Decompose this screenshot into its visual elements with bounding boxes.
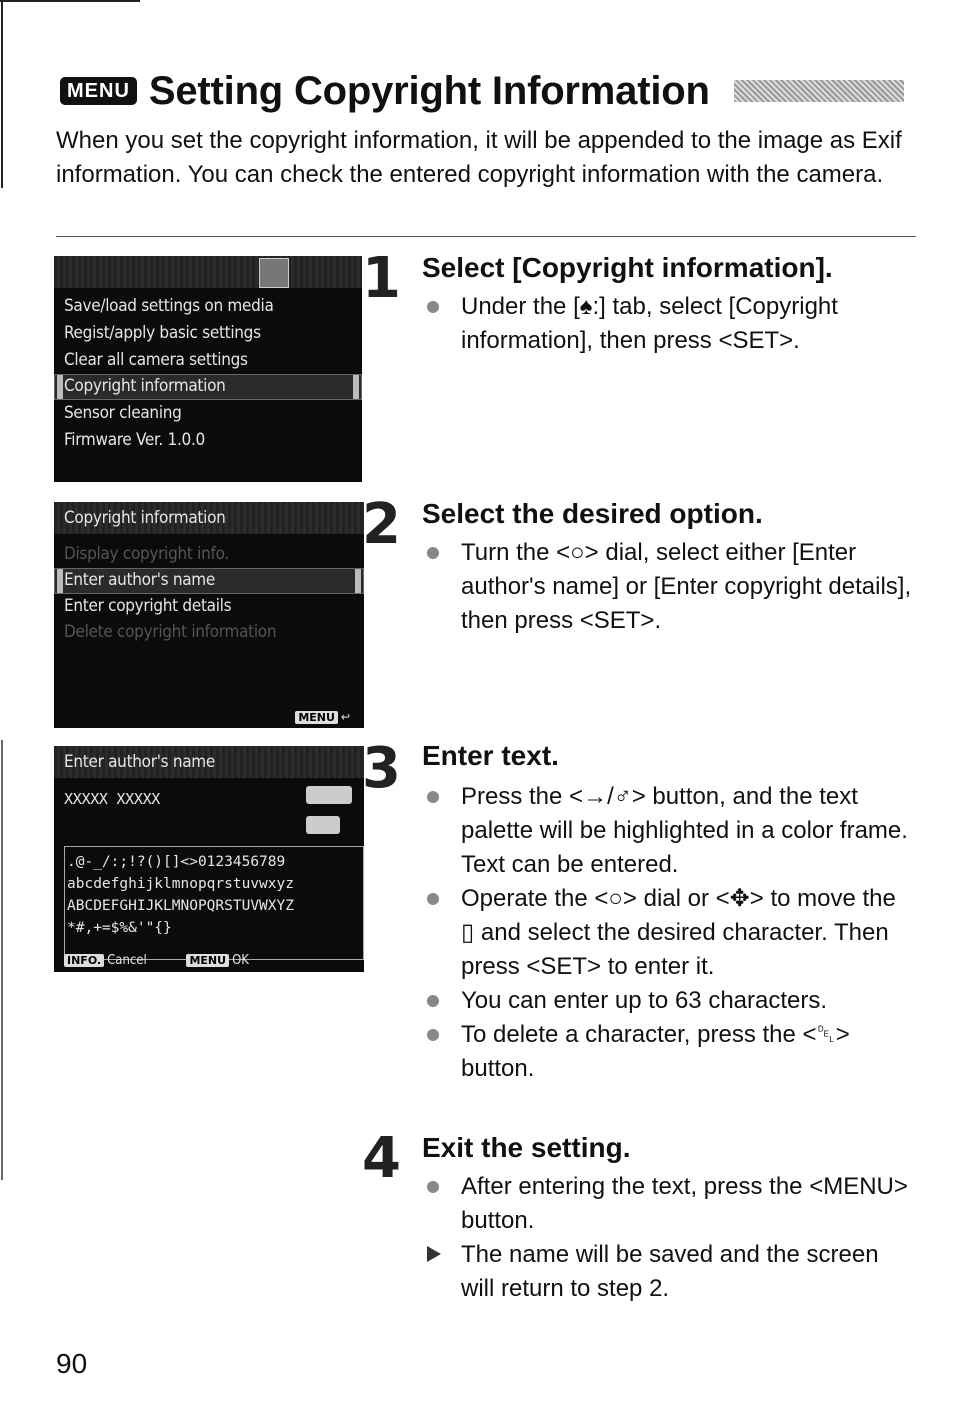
bullet-icon (427, 1029, 439, 1041)
step-body (425, 536, 915, 638)
step-number: 2 (362, 492, 401, 557)
left-margin-rule-lower (1, 740, 3, 1180)
step-title: Select the desired option. (422, 498, 763, 529)
bullet-item (425, 1170, 915, 1238)
menu-item-disabled: Display copyright info. (64, 544, 229, 564)
menu-item: Clear all camera settings (64, 350, 248, 370)
return-icon: ↩ (340, 710, 350, 724)
bullet-text: Press the <→/♂> button, and the text palette will be highlighted in a color frame. Text can be entered. (461, 783, 908, 878)
page-title: Setting Copyright Information (148, 68, 710, 113)
palette-row: .@-_/:;!?()[]<>0123456789 (67, 854, 286, 870)
screen-title: Enter author's name (64, 752, 216, 772)
intro-paragraph: When you set the copyright information, it will be appended to the image as Exif information. You can check the entered copyright information with the camera. (56, 127, 902, 188)
ok-label: OK (232, 953, 249, 968)
step-body (425, 1170, 915, 1306)
menu-button-icon: MENU (186, 954, 229, 967)
bullet-icon (427, 301, 439, 313)
bullet-item (425, 1018, 915, 1086)
result-arrow-icon (427, 1246, 441, 1262)
result-text: The name will be saved and the screen will return to step 2. (461, 1241, 879, 1302)
camera-screen-text-entry (54, 746, 364, 972)
bullet-text: Under the [♠:] tab, select [Copyright information], then press <SET>. (461, 293, 838, 354)
menu-item: Save/load settings on media (64, 296, 274, 316)
bullet-text: Turn the <○> dial, select either [Enter author's name] or [Enter copyright details], then press <SET>. (461, 539, 912, 634)
step-number: 1 (362, 246, 401, 311)
step-title: Enter text. (422, 740, 559, 771)
text-palette (64, 846, 364, 960)
section-header (60, 66, 920, 116)
menu-item-selected: Copyright information (64, 376, 226, 396)
left-margin-rule (1, 0, 3, 188)
screen-footer (295, 710, 350, 724)
trash-button-icon (306, 816, 340, 834)
bullet-item (425, 882, 915, 984)
bullet-text: You can enter up to 63 characters. (461, 987, 828, 1014)
palette-row: abcdefghijklmnopqrstuvwxyz (67, 876, 294, 892)
step-title: Select [Copyright information]. (422, 252, 833, 283)
bullet-item (425, 780, 915, 882)
bullet-text: Operate the <○> dial or <✥> to move the ▯ and select the desired character. Then press <SET> to enter it. (461, 885, 896, 980)
step-body (425, 780, 915, 1086)
bullet-icon (427, 893, 439, 905)
step-title: Exit the setting. (422, 1132, 631, 1163)
palette-row: ABCDEFGHIJKLMNOPQRSTUVWXYZ (67, 898, 294, 914)
setup-tab-icon (259, 258, 289, 288)
bullet-text: To delete a character, press the <␡> button. (461, 1021, 850, 1082)
divider (56, 236, 916, 237)
bullet-icon (427, 791, 439, 803)
bullet-icon (427, 547, 439, 559)
text-entry-field: XXXXX XXXXX (64, 790, 161, 808)
menu-button-icon: MENU (295, 711, 338, 724)
bullet-item (425, 984, 915, 1018)
menu-badge-icon: MENU (60, 77, 137, 105)
screen-tab-bar (54, 256, 362, 288)
info-button-icon: INFO. (64, 954, 104, 967)
menu-item-disabled: Delete copyright information (64, 622, 277, 642)
step-number: 3 (362, 736, 401, 801)
palette-row: *#,+=$%&'"{} (67, 920, 172, 936)
menu-item: Regist/apply basic settings (64, 323, 261, 343)
bullet-text: After entering the text, press the <MENU> button. (461, 1173, 908, 1234)
protect-button-icon (306, 786, 352, 804)
bullet-icon (427, 1181, 439, 1193)
menu-item: Enter copyright details (64, 596, 232, 616)
top-rule (0, 0, 140, 2)
result-item (425, 1238, 915, 1306)
screen-footer (64, 953, 249, 968)
camera-screen-copyright (54, 502, 364, 728)
step-number: 4 (362, 1126, 401, 1191)
camera-screen-menu (54, 256, 362, 482)
menu-item: Firmware Ver. 1.0.0 (64, 430, 205, 450)
menu-item-selected: Enter author's name (64, 570, 216, 590)
page-number: 90 (56, 1348, 88, 1379)
bullet-item (425, 536, 915, 638)
bullet-icon (427, 995, 439, 1007)
screen-title: Copyright information (64, 508, 226, 528)
menu-item: Sensor cleaning (64, 403, 182, 423)
title-decoration-bar (734, 80, 904, 102)
cancel-label: Cancel (107, 953, 147, 968)
bullet-item (425, 290, 915, 358)
step-body (425, 290, 915, 358)
